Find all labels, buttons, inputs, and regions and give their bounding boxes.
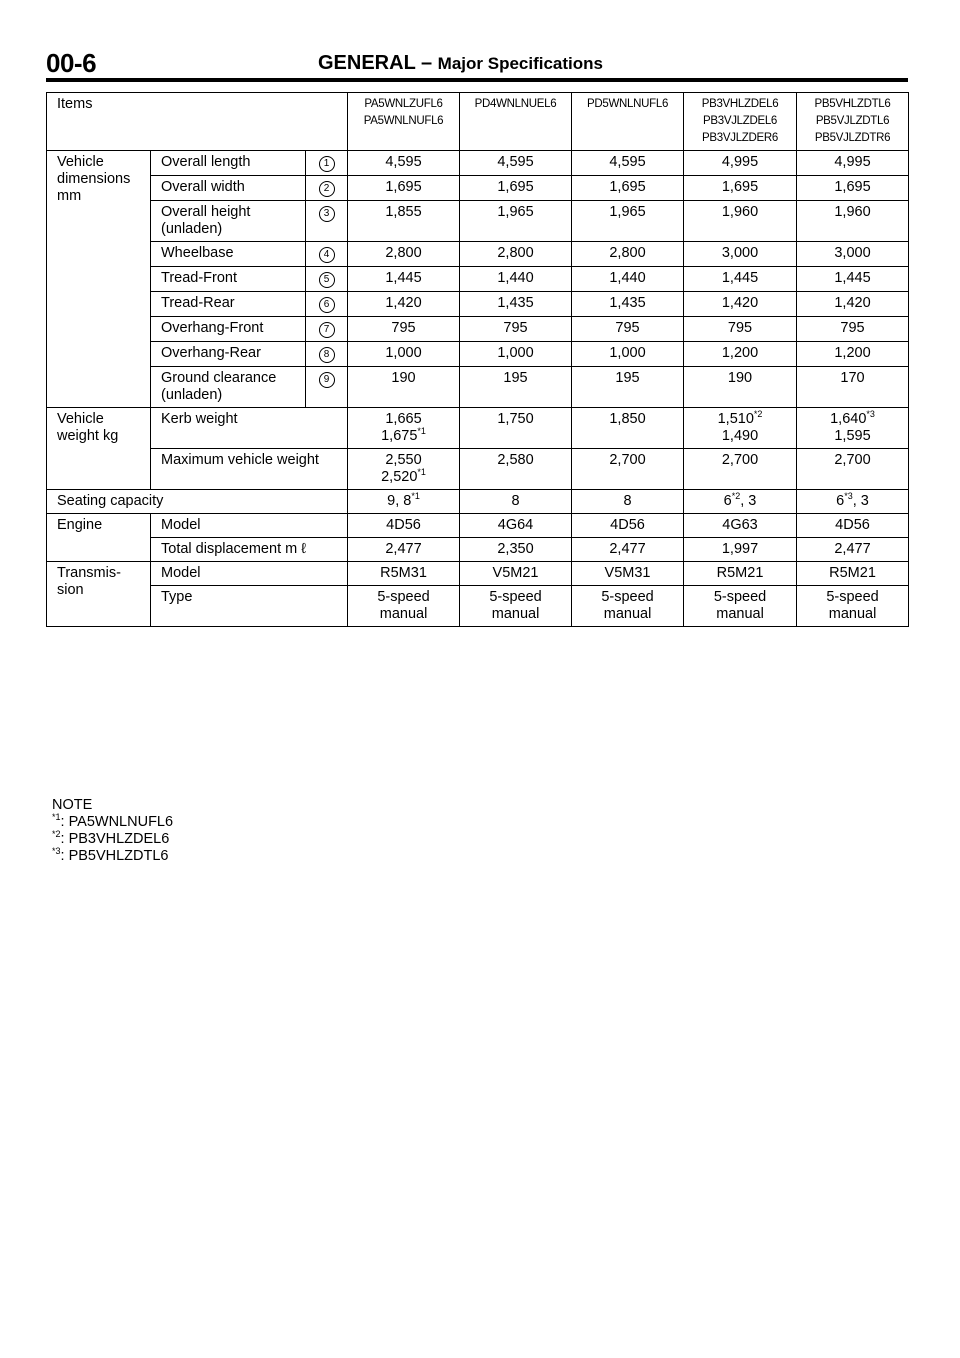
table-cell: 1,750: [460, 408, 572, 449]
table-cell: 2,477: [348, 538, 460, 562]
table-cell: 4G64: [460, 514, 572, 538]
circled-number-icon: 2: [319, 181, 335, 197]
item-marker: [306, 242, 348, 267]
table-row: [47, 538, 909, 562]
table-cell: 170: [797, 367, 909, 408]
item-label: Overall height (unladen): [151, 201, 306, 242]
table-cell: 1,445: [684, 267, 797, 292]
table-cell: 2,700: [572, 449, 684, 490]
table-row: [47, 342, 909, 367]
item-label: Tread-Rear: [151, 292, 306, 317]
table-row: [47, 176, 909, 201]
page-title: [318, 52, 603, 75]
table-cell: 1,640$^{*3}$ 1,595: [797, 408, 909, 449]
item-label: Model: [151, 514, 348, 538]
table-cell: 1,000: [348, 342, 460, 367]
circled-number-icon: 8: [319, 347, 335, 363]
note-item: $^{*3}$: PB5VHLZDTL6: [52, 846, 169, 864]
table-row: [47, 562, 909, 586]
item-label: Tread-Front: [151, 267, 306, 292]
item-marker: [306, 367, 348, 408]
model-header: PD5WNLNUFL6: [572, 93, 684, 151]
table-cell: 4D56: [348, 514, 460, 538]
table-cell: 2,350: [460, 538, 572, 562]
table-cell: 2,800: [348, 242, 460, 267]
item-label: Type: [151, 586, 348, 627]
item-marker: [306, 201, 348, 242]
title-dash: –: [420, 52, 433, 74]
table-cell: 1,510$^{*2}$ 1,490: [684, 408, 797, 449]
table-cell: 4,595: [348, 151, 460, 176]
table-cell: 1,435: [572, 292, 684, 317]
table-cell: R5M21: [684, 562, 797, 586]
table-cell: 1,695: [797, 176, 909, 201]
header-rule: [46, 78, 908, 82]
table-cell: 6$^{*3}$, 3: [797, 490, 909, 514]
item-label: Wheelbase: [151, 242, 306, 267]
section-name: GENERAL: [318, 52, 416, 74]
item-label: Ground clearance (unladen): [151, 367, 306, 408]
table-row: [47, 292, 909, 317]
table-cell: 1,000: [572, 342, 684, 367]
item-marker: [306, 317, 348, 342]
item-label: Overall width: [151, 176, 306, 201]
table-cell: 190: [348, 367, 460, 408]
item-marker: [306, 342, 348, 367]
page-number: 00-6: [46, 48, 97, 78]
table-cell: 795: [797, 317, 909, 342]
table-cell: 1,420: [797, 292, 909, 317]
table-cell: 795: [684, 317, 797, 342]
item-marker: [306, 292, 348, 317]
table-cell: 1,445: [797, 267, 909, 292]
table-cell: 4,595: [460, 151, 572, 176]
circled-number-icon: 3: [319, 206, 335, 222]
item-label: Overhang-Rear: [151, 342, 306, 367]
table-row: [47, 367, 909, 408]
specifications-table: [46, 92, 909, 627]
table-cell: 1,960: [684, 201, 797, 242]
note-title: NOTE: [52, 797, 93, 813]
table-row: [47, 514, 909, 538]
table-cell: 795: [572, 317, 684, 342]
table-cell: 2,477: [572, 538, 684, 562]
table-cell: 4,995: [684, 151, 797, 176]
table-row: [47, 201, 909, 242]
table-cell: 1,200: [797, 342, 909, 367]
item-marker: [306, 151, 348, 176]
table-cell: V5M21: [460, 562, 572, 586]
table-cell: 2,700: [797, 449, 909, 490]
circled-number-icon: 9: [319, 372, 335, 388]
table-cell: 1,000: [460, 342, 572, 367]
circled-number-icon: 1: [319, 156, 335, 172]
model-header: PB5VHLZDTL6 PB5VJLZDTL6 PB5VJLZDTR6: [797, 93, 909, 151]
footnotes: [52, 797, 173, 865]
table-cell: 4D56: [572, 514, 684, 538]
table-cell: 4,595: [572, 151, 684, 176]
table-row: [47, 449, 909, 490]
page-subtitle: Major Specifications: [437, 54, 603, 73]
table-cell: 9, 8$^{*1}$: [348, 490, 460, 514]
table-cell: 4D56: [797, 514, 909, 538]
category-vehicle-weight: Vehicle weight kg: [47, 408, 151, 490]
circled-number-icon: 5: [319, 272, 335, 288]
table-cell: 1,420: [348, 292, 460, 317]
item-label: Overhang-Front: [151, 317, 306, 342]
table-cell: 3,000: [797, 242, 909, 267]
table-cell: 8: [460, 490, 572, 514]
model-header: PD4WNLNUEL6: [460, 93, 572, 151]
note-item: $^{*1}$: PA5WNLNUFL6: [52, 812, 174, 830]
model-header: PB3VHLZDEL6 PB3VJLZDEL6 PB3VJLZDER6: [684, 93, 797, 151]
table-cell: 5-speed manual: [460, 586, 572, 627]
table-cell: 2,580: [460, 449, 572, 490]
table-cell: 5-speed manual: [684, 586, 797, 627]
table-cell: 1,665 1,675$^{*1}$: [348, 408, 460, 449]
item-label: Maximum vehicle weight: [151, 449, 348, 490]
table-cell: V5M31: [572, 562, 684, 586]
table-cell: 1,997: [684, 538, 797, 562]
table-header-row: [47, 93, 909, 151]
table-cell: 5-speed manual: [797, 586, 909, 627]
item-label: Overall length: [151, 151, 306, 176]
category-transmission: Transmis- sion: [47, 562, 151, 627]
table-cell: 1,695: [684, 176, 797, 201]
table-cell: 195: [572, 367, 684, 408]
table-cell: 4,995: [797, 151, 909, 176]
item-label: Total displacement m ℓ: [151, 538, 348, 562]
table-cell: 2,800: [460, 242, 572, 267]
table-row: [47, 151, 909, 176]
item-label: Model: [151, 562, 348, 586]
table-row: [47, 267, 909, 292]
table-cell: 1,695: [460, 176, 572, 201]
table-cell: 6$^{*2}$, 3: [684, 490, 797, 514]
table-cell: R5M31: [348, 562, 460, 586]
items-header: Items: [47, 93, 348, 151]
note-item: $^{*2}$: PB3VHLZDEL6: [52, 829, 170, 847]
table-cell: 1,445: [348, 267, 460, 292]
item-marker: [306, 176, 348, 201]
circled-number-icon: 7: [319, 322, 335, 338]
table-cell: 4G63: [684, 514, 797, 538]
table-cell: R5M21: [797, 562, 909, 586]
table-cell: 1,855: [348, 201, 460, 242]
table-cell: 1,440: [460, 267, 572, 292]
table-cell: 5-speed manual: [572, 586, 684, 627]
category-engine: Engine: [47, 514, 151, 562]
table-cell: 8: [572, 490, 684, 514]
table-cell: 195: [460, 367, 572, 408]
table-cell: 5-speed manual: [348, 586, 460, 627]
table-cell: 1,965: [460, 201, 572, 242]
table-cell: 2,700: [684, 449, 797, 490]
table-cell: 1,200: [684, 342, 797, 367]
table-row: [47, 408, 909, 449]
table-cell: 2,550 2,520$^{*1}$: [348, 449, 460, 490]
item-label: Seating capacity: [47, 490, 348, 514]
table-cell: 1,435: [460, 292, 572, 317]
table-cell: 2,477: [797, 538, 909, 562]
table-row: [47, 242, 909, 267]
category-vehicle-dimensions: Vehicle dimensions mm: [47, 151, 151, 408]
circled-number-icon: 4: [319, 247, 335, 263]
table-cell: 2,800: [572, 242, 684, 267]
table-row: [47, 317, 909, 342]
table-cell: 3,000: [684, 242, 797, 267]
table-row: [47, 586, 909, 627]
model-header: PA5WNLZUFL6 PA5WNLNUFL6: [348, 93, 460, 151]
table-cell: 795: [348, 317, 460, 342]
table-cell: 1,420: [684, 292, 797, 317]
table-cell: 1,695: [348, 176, 460, 201]
table-cell: 1,850: [572, 408, 684, 449]
page-header: [46, 46, 908, 80]
item-marker: [306, 267, 348, 292]
table-row: [47, 490, 909, 514]
circled-number-icon: 6: [319, 297, 335, 313]
table-cell: 1,695: [572, 176, 684, 201]
table-cell: 190: [684, 367, 797, 408]
table-cell: 1,965: [572, 201, 684, 242]
table-cell: 1,960: [797, 201, 909, 242]
table-cell: 1,440: [572, 267, 684, 292]
table-cell: 795: [460, 317, 572, 342]
item-label: Kerb weight: [151, 408, 348, 449]
